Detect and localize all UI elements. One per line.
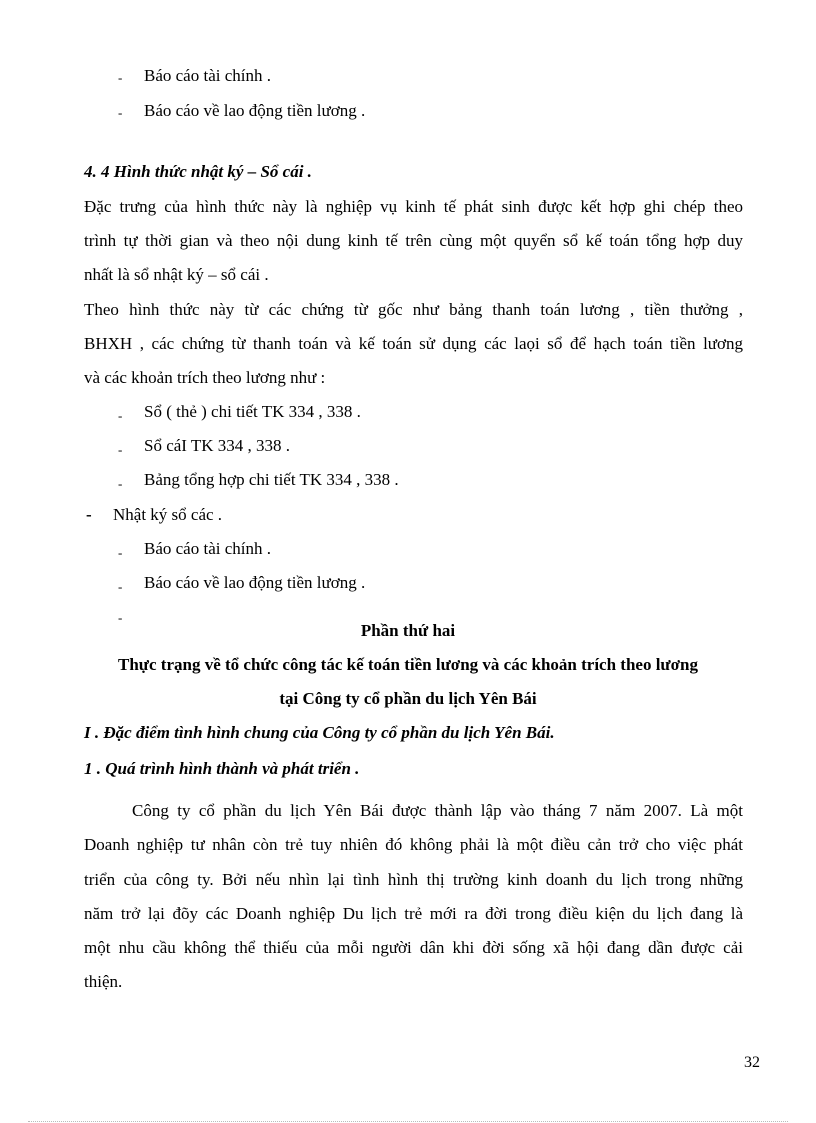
paragraph-line: năm trở lại đõy các Doanh nghiệp Du lịch trẻ mới ra đời trong điều kiện du lịch đang là: [84, 904, 743, 923]
list-marker: -: [118, 476, 123, 491]
list-marker: -: [118, 579, 123, 594]
list-marker: -: [118, 70, 123, 85]
paragraph-line: Doanh nghiệp tư nhân còn trẻ tuy nhiên đó không phải là một điều cản trở cho việc phát: [84, 835, 743, 854]
list-item: Nhật ký sổ các .: [113, 505, 223, 524]
paragraph-line: thiện.: [84, 972, 123, 991]
page-number: 32: [744, 1054, 760, 1071]
footer-divider: [28, 1121, 788, 1122]
section-heading: 4. 4 Hình thức nhật ký – Sổ cái .: [84, 162, 312, 181]
paragraph-line: và các khoản trích theo lương như :: [84, 368, 326, 387]
paragraph-line: Công ty cổ phần du lịch Yên Bái được thành lập vào tháng 7 năm 2007. Là một: [132, 801, 743, 820]
list-item: Báo cáo về lao động tiền lương .: [144, 573, 366, 592]
paragraph-line: triển của công ty. Bởi nếu nhìn lại tình hình thị trường kinh doanh du lịch trong những: [84, 870, 743, 889]
list-marker: -: [86, 505, 92, 524]
paragraph-line: một nhu cầu không thể thiếu của mỗi người dân khi đời sống xã hội đang dần được cải: [84, 938, 743, 957]
list-item: Báo cáo tài chính .: [144, 66, 271, 85]
list-item: Báo cáo tài chính .: [144, 539, 271, 558]
list-marker: -: [118, 105, 123, 120]
part-subtitle: Thực trạng về tổ chức công tác kế toán tiền lương và các khoản trích theo lương: [118, 655, 698, 674]
paragraph-line: BHXH , các chứng từ thanh toán và kế toán sử dụng các laọi sổ để hạch toán tiền lương: [84, 334, 743, 353]
paragraph-line: trình tự thời gian và theo nội dung kinh tế trên cùng một quyển sổ kế toán tổng hợp duy: [84, 231, 743, 250]
list-marker: -: [118, 408, 123, 423]
list-item: Báo cáo về lao động tiền lương .: [144, 101, 366, 120]
list-marker: -: [118, 610, 123, 625]
list-marker: -: [118, 545, 123, 560]
part-title: Phần thứ hai: [360, 621, 456, 640]
section-heading: I . Đặc điểm tình hình chung của Công ty cổ phần du lịch Yên Bái.: [84, 723, 555, 742]
sub-heading: 1 . Quá trình hình thành và phát triển .: [84, 759, 360, 778]
part-subtitle: tại Công ty cổ phần du lịch Yên Bái: [279, 689, 537, 708]
list-item: Sổ ( thẻ ) chi tiết TK 334 , 338 .: [144, 402, 361, 421]
paragraph-line: nhất là sổ nhật ký – sổ cái .: [84, 265, 269, 284]
paragraph-line: Đặc trưng của hình thức này là nghiệp vụ kinh tế phát sinh được kết hợp ghi chép theo: [84, 197, 743, 216]
list-item: Sổ cáI TK 334 , 338 .: [144, 436, 291, 455]
list-marker: -: [118, 442, 123, 457]
list-item: Bảng tổng hợp chi tiết TK 334 , 338 .: [144, 470, 399, 489]
paragraph-line: Theo hình thức này từ các chứng từ gốc như bảng thanh toán lương , tiền thưởng ,: [84, 300, 743, 319]
